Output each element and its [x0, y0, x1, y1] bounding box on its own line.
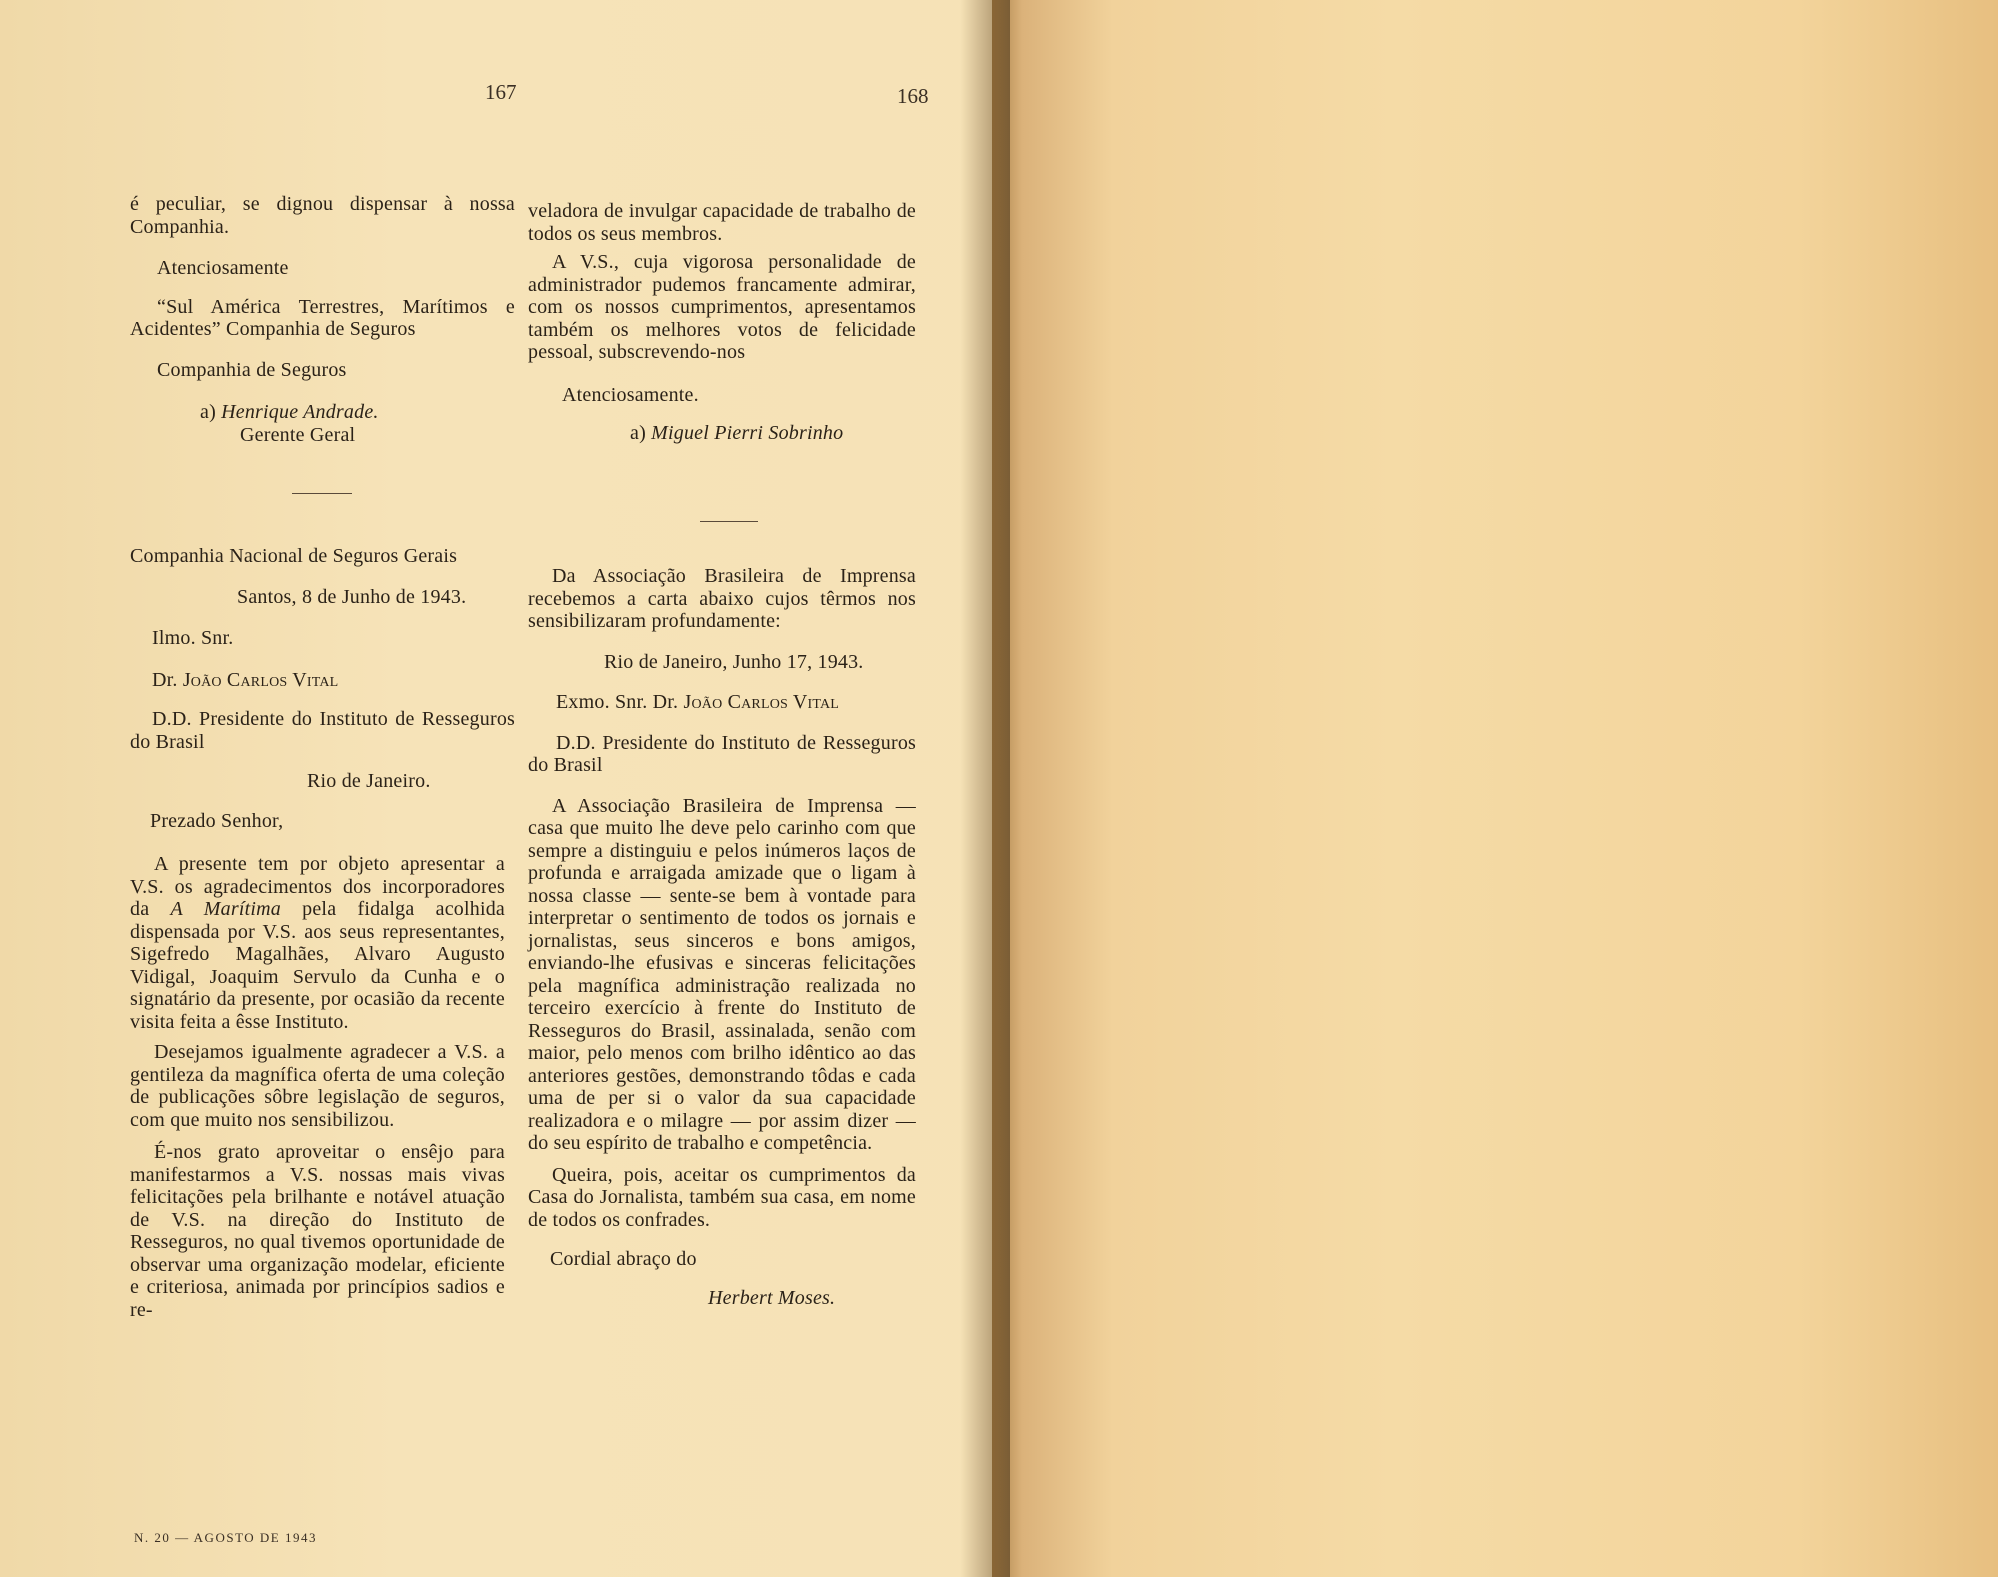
body-text: pela fidalga acolhida dispensada por V.S. aos seus representantes, Sigefredo Magalhães, Alvaro Augusto Vidigal, Joaquim Servulo da Cunha e o signatário da presente, por ocasião da recente visita feita a êsse Instituto.	[130, 898, 505, 1033]
body-text: A presente tem por objeto apresentar a V.S. os agradecimentos dos incorporadores da	[130, 853, 505, 920]
letter-date: Santos, 8 de Junho de 1943.	[237, 585, 467, 608]
city-line: Rio de Janeiro.	[307, 770, 431, 792]
section-divider	[292, 493, 352, 494]
letter-heading: Companhia Nacional de Seguros Gerais	[130, 545, 458, 567]
paragraph: veladora de invulgar capacidade de trabalho de todos os seus membros.	[528, 200, 916, 245]
paragraph: é peculiar, se dignou dispensar à nossa Companhia.	[130, 193, 515, 238]
signature-prefix: a)	[200, 401, 216, 423]
issue-footer: N. 20 — AGOSTO DE 1943	[134, 1530, 317, 1545]
body-paragraph: A Associação Brasileira de Imprensa — casa que muito lhe deve pelo carinho com que sempre a distinguiu e pelos inúmeros laços de profunda e arraigada amizade que o ligam à nossa classe — sente-se bem à vontade para interpretar o sentimento de todos os jornais e jornalistas, seus sinceros e bons amigos, enviando-lhe efusivas e sinceras felicitações pela magnífica administração realizada no terceiro exercício à frente do Instituto de Resseguros do Brasil, assinalada, senão com maior, pelo menos com brilho idêntico ao das anteriores gestões, demonstrando tôdas e cada uma de per si o valor da sua capacidade realizadora e o milagre — por assim dizer — do seu espírito de trabalho e competência.	[528, 794, 916, 1154]
page-number-left: 167	[485, 80, 517, 104]
signature-role: Gerente Geral	[240, 423, 356, 446]
addressee-title: D.D. Presidente do Instituto de Resseguros do Brasil	[130, 708, 515, 753]
company-name: “Sul América Terrestres, Marítimos e Acidentes” Companhia de Seguros	[130, 295, 515, 340]
signature-line	[528, 422, 916, 445]
salutation: Ilmo. Snr.	[152, 627, 234, 649]
paragraph: A V.S., cuja vigorosa personalidade de administrador pudemos francamente admirar, com os nossos cumprimentos, apresentamos também os melhores votos de felicidade pessoal, subscrevendo-nos	[528, 251, 916, 363]
signature-prefix: a)	[630, 422, 646, 444]
closing: Cordial abraço do	[550, 1248, 697, 1270]
addressee-name: João Carlos Vital	[182, 668, 339, 691]
section-divider	[700, 521, 758, 522]
letter-date: Rio de Janeiro, Junho 17, 1943.	[604, 650, 864, 673]
closing: Atenciosamente	[157, 257, 289, 279]
body-paragraph	[130, 853, 505, 1033]
signature-name: Miguel Pierri Sobrinho	[651, 422, 844, 444]
intro-paragraph: Da Associação Brasileira de Imprensa recebemos a carta abaixo cujos têrmos nos sensibilizaram profundamente:	[528, 565, 916, 632]
signature-line	[130, 401, 515, 424]
addressee-prefix: Dr.	[152, 668, 178, 691]
signature-name: Henrique Andrade.	[221, 401, 379, 423]
closing: Atenciosamente.	[562, 383, 699, 406]
binding-gutter	[960, 0, 1010, 1577]
right-column-letter	[528, 565, 916, 1309]
right-column	[528, 200, 916, 445]
addressee-prefix: Exmo. Snr. Dr.	[556, 691, 679, 713]
blank-right-page	[992, 0, 1998, 1577]
addressee-title: D.D. Presidente do Instituto de Resseguros do Brasil	[528, 731, 916, 776]
left-column-letter	[130, 545, 515, 1321]
body-paragraph: Queira, pois, aceitar os cumprimentos da Casa do Jornalista, também sua casa, em nome de todos os confrades.	[528, 1163, 916, 1231]
body-paragraph: Desejamos igualmente agradecer a V.S. a gentileza da magnífica oferta de uma coleção de publicações sôbre legislação de seguros, com que muito nos sensibilizou.	[130, 1041, 505, 1131]
company-subtitle: Companhia de Seguros	[157, 358, 347, 381]
addressee-name: João Carlos Vital	[683, 691, 840, 713]
signature-name: Herbert Moses.	[708, 1286, 836, 1309]
greeting: Prezado Senhor,	[150, 809, 284, 832]
body-paragraph: É-nos grato aproveitar o ensêjo para manifestarmos a V.S. nossas mais vivas felicitações pela brilhante e notável atuação de V.S. na direção do Instituto de Resseguros, no qual tivemos oportunidade de observar uma organização modelar, eficiente e criteriosa, animada por princípios sadios e re-	[130, 1141, 505, 1321]
left-column	[130, 193, 515, 446]
addressee	[130, 669, 515, 692]
publication-name: A Marítima	[170, 898, 281, 920]
page-number-right: 168	[897, 84, 929, 108]
addressee	[528, 691, 916, 714]
